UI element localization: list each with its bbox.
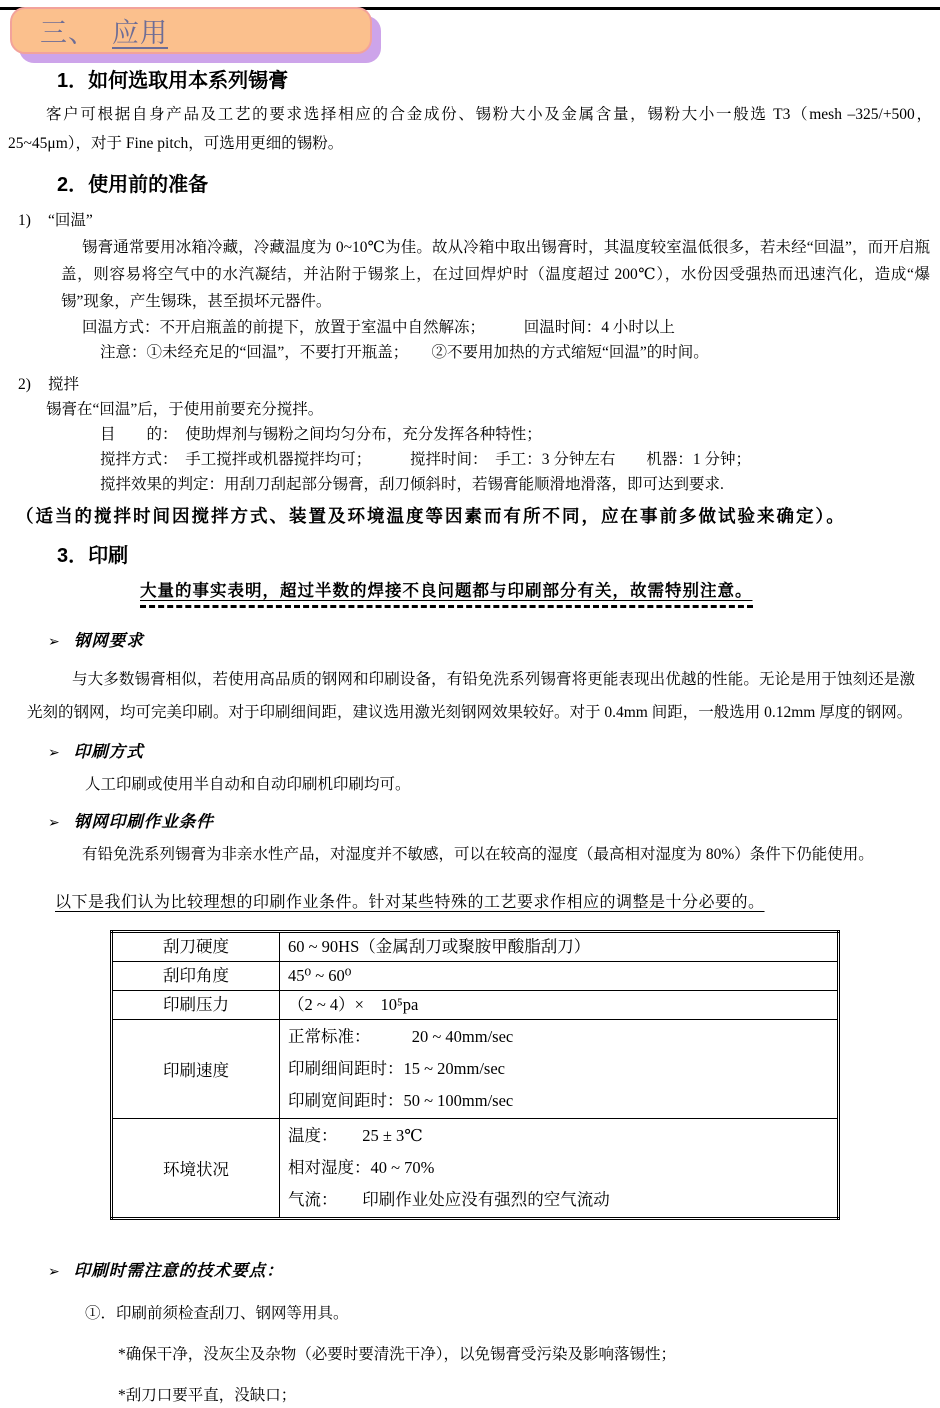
value-line: 温度： 25 ± 3℃	[288, 1126, 423, 1145]
bullet-title: 印刷时需注意的技术要点：	[73, 1261, 284, 1280]
banner-text	[40, 11, 168, 50]
table-row	[112, 1020, 839, 1119]
bullet-title: 印刷方式	[73, 742, 144, 761]
arrow-bullet-icon: ➢	[48, 815, 60, 831]
value-line: 印刷细间距时：15 ~ 20mm/sec	[288, 1059, 505, 1078]
value-line: 正常标准： 20 ~ 40mm/sec	[288, 1027, 514, 1046]
line-print-conditions: 有铅免洗系列锡膏为非亲水性产品，对湿度并不敏感，可以在较高的湿度（最高相对湿度为 80%）条件下仍能使用。	[82, 846, 874, 863]
banner-title: 应用	[112, 18, 168, 48]
list-item-stir	[18, 373, 940, 396]
row-value: 45⁰ ~ 60⁰	[280, 962, 839, 991]
bullet-stencil-print-conditions	[48, 811, 940, 834]
paragraph-select-paste: 客户可根据自身产品及工艺的要求选择相应的合金成份、锡粉大小及金属含量，锡粉大小一般选 T3（mesh –325/+500，25~45μm），对于 Fine pitch，可选用更细的锡粉。	[8, 106, 932, 152]
line-rewarm-notice: 注意：①未经充足的“回温”，不要打开瓶盖； ②不要用加热的方式缩短“回温”的时间。	[100, 344, 709, 361]
paragraph-stencil-requirement: 与大多数锡膏相似，若使用高品质的钢网和印刷设备，有铅免洗系列锡膏将更能表现出优越的性能。无论是用于蚀刻还是激光刻的钢网，均可完美印刷。对于印刷细间距，建议选用激光刻钢网效果较好。对于 0.4mm 间距，一般选用 0.12mm 厚度的钢网。	[27, 671, 915, 721]
section-banner	[10, 7, 372, 54]
banner-prefix: 三、	[40, 18, 96, 48]
bullet-title: 钢网印刷作业条件	[73, 812, 214, 831]
line-check-tools	[85, 1302, 940, 1326]
line-ideal-conditions: 以下是我们认为比较理想的印刷作业条件。针对某些特殊的工艺要求作相应的调整是十分必要的。	[55, 894, 765, 911]
bullet-print-method	[48, 741, 940, 764]
line-stir-intro: 锡膏在“回温”后，于使用前要充分搅拌。	[46, 401, 324, 418]
row-label-print-speed: 印刷速度	[112, 1020, 280, 1119]
list-number: 1)	[18, 212, 31, 229]
statement-printing-importance: 大量的事实表明，超过半数的焊接不良问题都与印刷部分有关，故需特别注意。	[140, 577, 753, 608]
row-label-print-pressure: 印刷压力	[112, 991, 280, 1020]
line-rewarm-method: 回温方式：不开启瓶盖的前提下，放置于室温中自然解冻； 回温时间：4 小时以上	[82, 319, 675, 336]
bullet-stencil-requirement	[48, 630, 940, 653]
line-print-method: 人工印刷或使用半自动和自动印刷机印刷均可。	[85, 776, 411, 793]
banner-box	[10, 7, 372, 54]
value-line: 印刷宽间距时：50 ~ 100mm/sec	[288, 1091, 514, 1110]
table-row	[112, 962, 839, 991]
row-value: （2 ~ 4）× 10⁵pa	[280, 991, 839, 1020]
line-keep-clean: *确保干净，没灰尘及杂物（必要时要清洗干净），以免锡膏受污染及影响落锡性；	[118, 1346, 677, 1363]
value-line: 相对湿度：40 ~ 70%	[288, 1158, 435, 1177]
line-stir-purpose: 目 的： 使助焊剂与锡粉之间均匀分布，充分发挥各种特性；	[100, 426, 542, 443]
row-value: 60 ~ 90HS（金属刮刀或聚胺甲酸脂刮刀）	[280, 932, 839, 962]
list-item-rewarm	[18, 209, 940, 232]
bullet-title: 钢网要求	[73, 631, 144, 650]
print-conditions-table	[110, 930, 840, 1220]
arrow-bullet-icon: ➢	[48, 634, 60, 650]
row-value	[280, 1119, 839, 1219]
list-title-rewarm: “回温”	[48, 212, 93, 229]
line-stir-judge: 搅拌效果的判定：用刮刀刮起部分锡膏，刮刀倾斜时，若锡膏能顺滑地滑落，即可达到要求.	[100, 476, 724, 493]
circled-item-text: 印刷前须检查刮刀、钢网等用具。	[116, 1305, 349, 1322]
circled-number: ①．	[85, 1305, 117, 1322]
list-number: 2)	[18, 376, 31, 393]
arrow-bullet-icon: ➢	[48, 1264, 60, 1280]
paragraph-rewarm: 锡膏通常要用冰箱冷藏，冷藏温度为 0~10℃为佳。故从冷箱中取出锡膏时，其温度较室温低很多，若未经“回温”，而开启瓶盖，则容易将空气中的水汽凝结，并沾附于锡浆上，在过回焊炉时（温度超过 200℃），水份因受强热而迅速汽化，造成“爆锡”现象，产生锡珠，甚至损坏元器件。	[61, 239, 930, 310]
line-stir-method: 搅拌方式： 手工搅拌或机器搅拌均可； 搅拌时间： 手工：3 分钟左右 机器：1 分钟；	[100, 451, 752, 468]
statement-wrap	[140, 577, 940, 608]
bullet-print-technical-points	[48, 1260, 940, 1283]
table-row	[112, 991, 839, 1020]
line-blade-straight: *刮刀口要平直，没缺口；	[118, 1387, 297, 1404]
row-label-squeegee-angle: 刮印角度	[112, 962, 280, 991]
value-line: 气流： 印刷作业处应没有强烈的空气流动	[288, 1190, 610, 1209]
heading-select-paste: 1．如何选取用本系列锡膏	[57, 70, 289, 92]
row-label-environment: 环境状况	[112, 1119, 280, 1219]
table-row	[112, 932, 839, 962]
list-title-stir: 搅拌	[48, 376, 80, 393]
table-row	[112, 1119, 839, 1219]
heading-printing: 3．印刷	[57, 545, 129, 567]
row-label-squeegee-hardness: 刮刀硬度	[112, 932, 280, 962]
arrow-bullet-icon: ➢	[48, 745, 60, 761]
row-value	[280, 1020, 839, 1119]
note-stir-time: （适当的搅拌时间因搅拌方式、装置及环境温度等因素而有所不同，应在事前多做试验来确定）。	[16, 506, 846, 526]
heading-preparation: 2．使用前的准备	[57, 174, 209, 196]
